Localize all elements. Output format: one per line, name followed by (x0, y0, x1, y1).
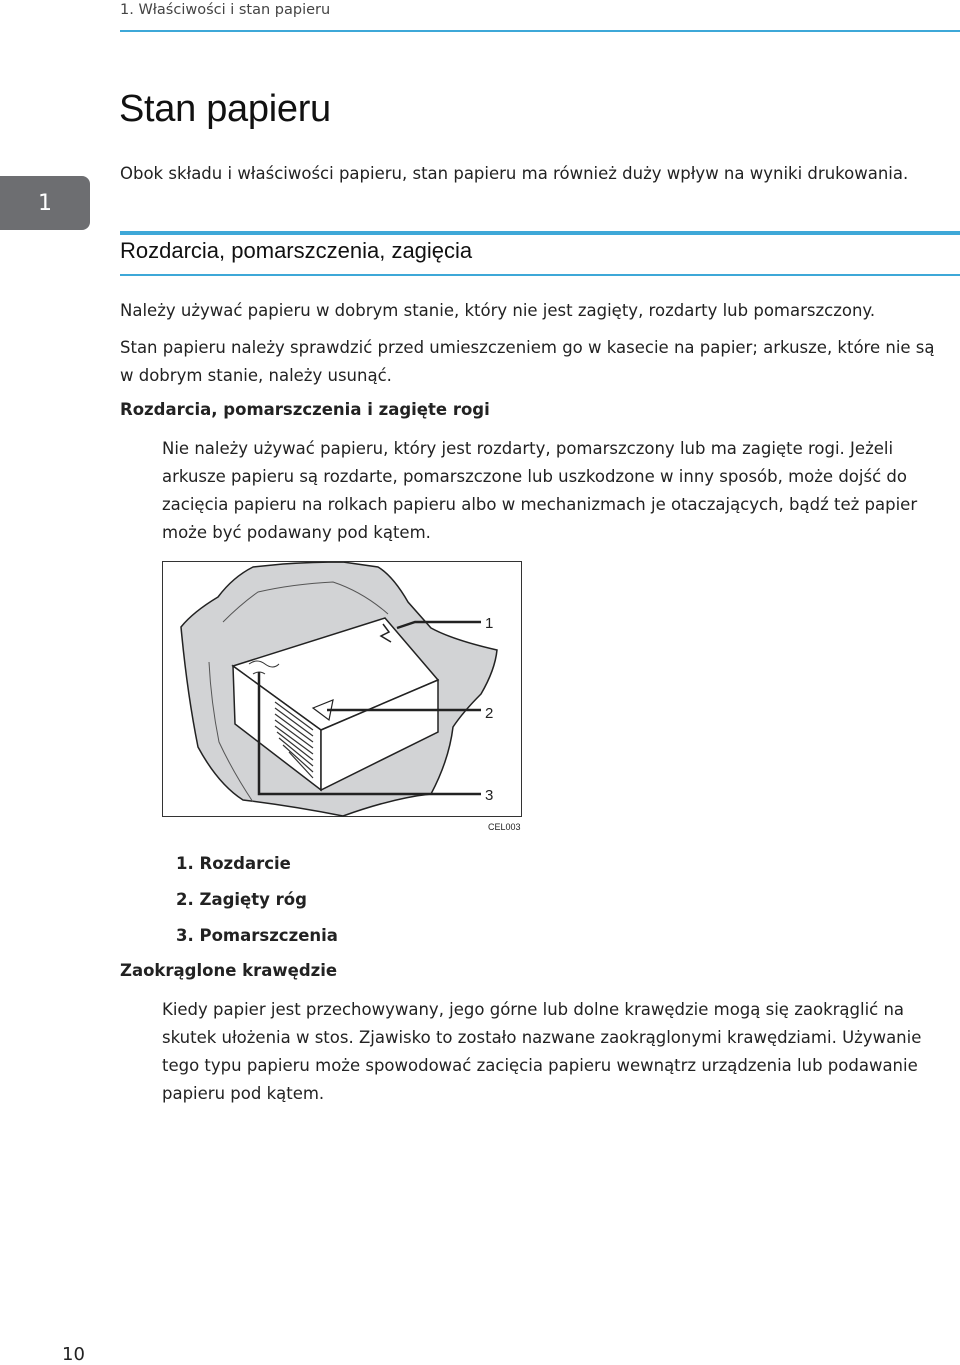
callout-number-2: 2 (485, 705, 494, 722)
chapter-tab-number: 1 (38, 190, 52, 216)
legend-item-wrinkles: 3. Pomarszczenia (176, 926, 338, 945)
page-number: 10 (62, 1344, 85, 1365)
paragraph-good-condition: Należy używać papieru w dobrym stanie, który nie jest zagięty, rozdarty lub pomarszczony. (120, 301, 876, 320)
intro-text: Obok składu i właściwości papieru, stan papieru ma również duży wpływ na wyniki drukowania. (120, 164, 909, 183)
paragraph-check-paper: Stan papieru należy sprawdzić przed umieszczeniem go w kasecie na papier; arkusze, które nie są w dobrym stanie, należy usunąć. (120, 338, 935, 385)
callout-number-3: 3 (485, 787, 494, 804)
section-rule-bottom (120, 274, 960, 276)
running-header: 1. Właściwości i stan papieru (120, 2, 331, 18)
subsection-heading-tears: Rozdarcia, pomarszczenia i zagięte rogi (120, 400, 490, 419)
callout-number-1: 1 (485, 615, 494, 632)
paragraph-curl: Kiedy papier jest przechowywany, jego górne lub dolne krawędzie mogą się zaokrąglić na skutek ułożenia w stos. Zjawisko to zostało nazwane zaokrąglonymi krawędziami. Używanie tego typu papieru może spowodować zacięcia papieru wewnątrz urządzenia lub podawanie papieru pod kątem. (162, 1000, 922, 1103)
header-rule (120, 30, 960, 32)
section-rule-top (120, 231, 960, 235)
legend-item-tear: 1. Rozdarcie (176, 854, 291, 873)
paper-damage-figure (162, 561, 522, 817)
paragraph-tears: Nie należy używać papieru, który jest rozdarty, pomarszczony lub ma zagięte rogi. Jeżeli arkusze papieru są rozdarte, pomarszczone lub uszkodzone w inny sposób, może dojść do zacięcia papieru na rolkach papieru albo w mechanizmach je otaczających, bądź też papier może być podawany pod kątem. (162, 439, 918, 542)
page-title: Stan papieru (119, 88, 331, 130)
paper-stack-illustration (163, 562, 523, 818)
section-heading: Rozdarcia, pomarszczenia, zagięcia (120, 238, 473, 263)
subsection-heading-curl: Zaokrąglone krawędzie (120, 961, 338, 980)
chapter-tab (0, 176, 90, 230)
figure-legend (176, 852, 338, 960)
legend-item-folded-corner: 2. Zagięty róg (176, 890, 307, 909)
figure-code: CEL003 (488, 822, 521, 832)
